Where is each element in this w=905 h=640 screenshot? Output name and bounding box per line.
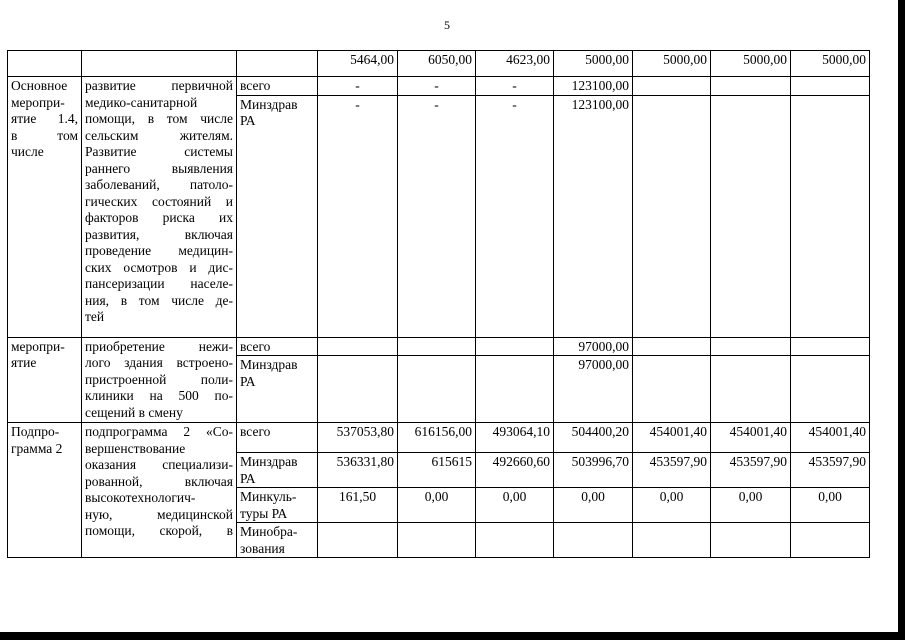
cell-empty xyxy=(633,523,711,558)
cell-value: 5000,00 xyxy=(554,51,633,77)
cell-empty xyxy=(554,523,633,558)
cell-value: - xyxy=(318,77,398,96)
cell-value: 0,00 xyxy=(398,488,476,523)
cell-source-label: Минкуль-туры РА xyxy=(237,488,318,523)
cell-empty xyxy=(476,356,554,423)
cell-source-label: всего xyxy=(237,337,318,356)
cell-value: 97000,00 xyxy=(554,356,633,423)
cell-value: 5000,00 xyxy=(791,51,870,77)
cell-empty xyxy=(476,337,554,356)
cell-value: - xyxy=(398,77,476,96)
cell-value: 454001,40 xyxy=(633,423,711,453)
cell-empty xyxy=(476,523,554,558)
cell-source-label: всего xyxy=(237,77,318,96)
cell-activity-description: приобретение нежи- лого здания встроено- пристроенной поли- клиники на 500 по- сещений в смену xyxy=(82,337,237,423)
cell-value: 453597,90 xyxy=(633,453,711,488)
cell-value: - xyxy=(318,95,398,337)
cell-value: - xyxy=(398,95,476,337)
cell-value: 0,00 xyxy=(791,488,870,523)
cell-value: 97000,00 xyxy=(554,337,633,356)
cell-value: 161,50 xyxy=(318,488,398,523)
cell-source-label: Минздрав РА xyxy=(237,95,318,337)
cell-empty xyxy=(237,51,318,77)
table-row-m14-vsego xyxy=(8,77,870,96)
cell-activity-type: Подпро- грамма 2 xyxy=(8,423,82,558)
page-edge-right xyxy=(898,0,905,640)
cell-empty xyxy=(633,356,711,423)
cell-value: 6050,00 xyxy=(398,51,476,77)
cell-empty xyxy=(791,77,870,96)
cell-value: 504400,20 xyxy=(554,423,633,453)
cell-value: 0,00 xyxy=(476,488,554,523)
table-row-building-vsego xyxy=(8,337,870,356)
cell-activity-description: подпрограмма 2 «Со- вершенствование оказания специализи- рованной, включая высокотехнологич- ную, медицинской помощи, скорой, в xyxy=(82,423,237,558)
cell-source-label: Минздрав РА xyxy=(237,453,318,488)
cell-value: - xyxy=(476,77,554,96)
cell-activity-type: Основное меропри- ятие 1.4, в том числе xyxy=(8,77,82,338)
cell-value: 615615 xyxy=(398,453,476,488)
cell-value: 537053,80 xyxy=(318,423,398,453)
cell-empty xyxy=(398,337,476,356)
cell-value: 536331,80 xyxy=(318,453,398,488)
cell-value: 5464,00 xyxy=(318,51,398,77)
cell-source-label: всего xyxy=(237,423,318,453)
cell-value: 123100,00 xyxy=(554,77,633,96)
cell-value: 493064,10 xyxy=(476,423,554,453)
cell-empty xyxy=(791,523,870,558)
cell-empty xyxy=(633,77,711,96)
cell-value: 453597,90 xyxy=(711,453,791,488)
cell-value: 123100,00 xyxy=(554,95,633,337)
cell-activity-type: меропри- ятие xyxy=(8,337,82,423)
cell-empty xyxy=(318,523,398,558)
cell-value: 616156,00 xyxy=(398,423,476,453)
page-edge-bottom xyxy=(0,632,905,640)
cell-value: 0,00 xyxy=(633,488,711,523)
cell-value: 454001,40 xyxy=(791,423,870,453)
cell-empty xyxy=(711,337,791,356)
cell-empty xyxy=(633,95,711,337)
cell-empty xyxy=(791,95,870,337)
cell-value: 4623,00 xyxy=(476,51,554,77)
cell-value: - xyxy=(476,95,554,337)
cell-empty xyxy=(711,523,791,558)
cell-empty xyxy=(791,356,870,423)
cell-value: 5000,00 xyxy=(711,51,791,77)
cell-empty xyxy=(82,51,237,77)
cell-value: 454001,40 xyxy=(711,423,791,453)
cell-activity-description: развитие первичной медико-санитарной помощи, в том числе сельским жителям. Развитие системы раннего выявления заболеваний, патоло- гических состояний и факторов риска их развития, включая проведение медицин- ских осмотров и дис- пансеризации населе- ния, в том числе де- тей xyxy=(82,77,237,338)
cell-empty xyxy=(8,51,82,77)
cell-source-label: Минобра-зования xyxy=(237,523,318,558)
cell-empty xyxy=(711,95,791,337)
cell-empty xyxy=(633,337,711,356)
cell-empty xyxy=(318,356,398,423)
cell-empty xyxy=(318,337,398,356)
cell-value: 503996,70 xyxy=(554,453,633,488)
cell-empty xyxy=(711,77,791,96)
cell-value: 0,00 xyxy=(711,488,791,523)
cell-value: 492660,60 xyxy=(476,453,554,488)
cell-empty xyxy=(398,523,476,558)
cell-empty xyxy=(791,337,870,356)
cell-empty xyxy=(711,356,791,423)
cell-value: 453597,90 xyxy=(791,453,870,488)
cell-source-label: Минздрав РА xyxy=(237,356,318,423)
budget-table xyxy=(7,50,870,558)
page-number: 5 xyxy=(444,18,450,32)
table-row-sub2-vsego xyxy=(8,423,870,453)
table-row-top xyxy=(8,51,870,77)
cell-empty xyxy=(398,356,476,423)
cell-value: 0,00 xyxy=(554,488,633,523)
cell-value: 5000,00 xyxy=(633,51,711,77)
